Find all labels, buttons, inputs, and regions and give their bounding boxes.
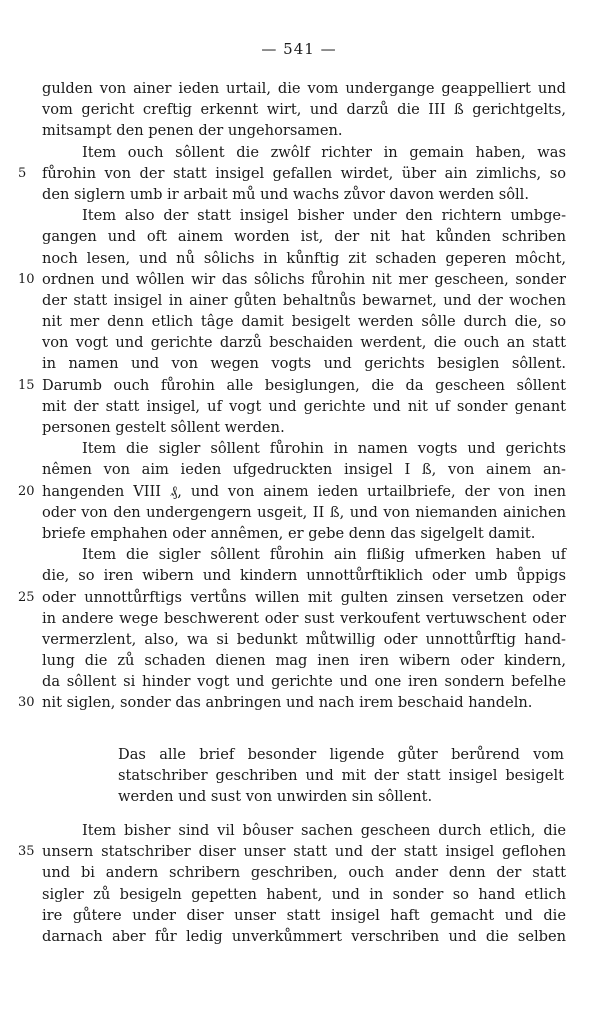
text-line: [18, 841, 566, 862]
line-text: nit mer denn etlich tâge damit besigelt werden sôlle durch die, so: [42, 313, 566, 331]
text-line: [42, 650, 566, 671]
text-line: [42, 248, 566, 269]
line-text: Item ouch sôllent die zwôlf richter in gemain haben, was: [82, 143, 566, 161]
text-line: [42, 502, 566, 523]
text-line: [18, 481, 566, 502]
text-line: [18, 163, 566, 184]
text-line: [42, 884, 566, 905]
text-line: [118, 786, 564, 807]
line-text: der statt insigel in ainer gůten behaltnůs bewarnet, und der wochen: [42, 291, 566, 309]
line-number: 10: [18, 271, 35, 287]
line-text: nit siglen, sonder das anbringen und nach irem beschaid handeln.: [42, 694, 533, 712]
main-text-block: [18, 78, 566, 714]
text-line: [18, 692, 566, 713]
line-text: darnach aber fůr ledig unverkůmmert verschriben und die selben: [42, 927, 566, 945]
text-line: [42, 459, 566, 480]
text-line: [42, 629, 566, 650]
text-line: [42, 608, 566, 629]
line-text: mitsampt den penen der ungehorsamen.: [42, 122, 343, 140]
text-line: [42, 565, 566, 586]
line-text: von vogt und gerichte darzů beschaiden werdent, die ouch an statt: [42, 334, 566, 352]
line-number: 15: [18, 377, 35, 393]
line-text: Item bisher sind vil bôuser sachen gescheen durch etlich, die: [82, 822, 566, 839]
marginal-heading-block: [118, 744, 564, 808]
line-text: vom gericht creftig erkennt wirt, und darzů die III ß gerichtgelts,: [42, 101, 566, 119]
line-text: fůrohin von der statt insigel gefallen wirdet, über ain zimlichs, so: [42, 164, 566, 182]
text-line: [42, 311, 566, 332]
text-line: [42, 353, 566, 374]
line-text: statschriber geschriben und mit der statt insigel besigelt: [118, 767, 564, 785]
text-line: [42, 226, 566, 247]
line-text: Darumb ouch fůrohin alle besiglungen, die da gescheen sôllent: [42, 376, 566, 394]
line-number: 35: [18, 844, 35, 860]
text-line: [42, 184, 566, 205]
line-text: den siglern umb ir arbait mů und wachs zůvor davon werden sôll.: [42, 185, 529, 203]
text-line: [42, 544, 566, 565]
text-line: [42, 290, 566, 311]
line-text: briefe emphahen oder annêmen, er gebe denn das sigelgelt damit.: [42, 524, 536, 542]
line-text: oder unnottůrftigs vertůns willen mit gulten zinsen versetzen oder: [42, 588, 566, 606]
text-line: [18, 587, 566, 608]
line-number: 5: [18, 165, 27, 181]
closing-text-block: [18, 820, 566, 947]
text-line: [18, 375, 566, 396]
line-text: sigler zů besigeln gepetten habent, und in sonder so hand etlich: [42, 885, 566, 903]
text-line: [18, 269, 566, 290]
text-line: [42, 205, 566, 226]
line-text: und bi andern schribern geschriben, ouch ander denn der statt: [42, 864, 566, 882]
line-text: gulden von ainer ieden urtail, die vom undergange geappelliert und: [42, 80, 566, 97]
line-text: hangenden VIII ₰, und von ainem ieden urtailbriefe, der von inen: [42, 482, 566, 500]
line-text: lung die zů schaden dienen mag inen iren wibern oder kindern,: [42, 652, 566, 670]
line-number: 25: [18, 589, 35, 605]
text-line: [42, 862, 566, 883]
line-text: da sôllent si hinder vogt und gerichte und one iren sondern befelhe: [42, 673, 566, 691]
text-line: [42, 396, 566, 417]
text-line: [42, 78, 566, 99]
line-text: in andere wege beschwerent oder sust verkoufent vertuwschent oder: [42, 609, 566, 627]
line-number: 20: [18, 483, 35, 499]
text-line: [42, 120, 566, 141]
line-text: werden und sust von unwirden sin sôllent.: [118, 788, 433, 806]
text-line: [42, 671, 566, 692]
line-text: gangen und oft ainem worden ist, der nit hat kůnden schriben: [42, 228, 566, 246]
text-line: [42, 905, 566, 926]
text-line: [118, 744, 564, 765]
text-line: [42, 820, 566, 841]
line-text: noch lesen, und nů sôlichs in kůnftig zit schaden geperen môcht,: [42, 249, 566, 267]
line-text: mit der statt insigel, uf vogt und gerichte und nit uf sonder genant: [42, 397, 566, 415]
line-text: Item die sigler sôllent fůrohin ain flißig ufmerken haben uf: [82, 546, 566, 564]
line-number: 30: [18, 695, 35, 711]
text-line: [42, 417, 566, 438]
line-text: vermerzlent, also, wa si bedunkt můtwillig oder unnottůrftig hand-: [42, 630, 566, 648]
text-line: [42, 523, 566, 544]
line-text: die, so iren wibern und kindern unnottůrftiklich oder umb ůppigs: [42, 567, 566, 585]
line-text: in namen und von wegen vogts und gerichts besiglen sôllent.: [42, 355, 566, 373]
line-text: Item die sigler sôllent fůrohin in namen vogts und gerichts: [82, 440, 566, 458]
line-text: ordnen und wôllen wir das sôlichs fůrohin nit mer gescheen, sonder: [42, 270, 566, 288]
line-text: Das alle brief besonder ligende gůter berůrend vom: [118, 746, 564, 763]
text-line: [42, 332, 566, 353]
page-number: — 541 —: [261, 40, 337, 58]
line-text: oder von den undergengern usgeit, II ß, und von niemanden ainichen: [42, 503, 566, 521]
text-line: [118, 765, 564, 786]
text-line: [42, 438, 566, 459]
text-line: [42, 99, 566, 120]
text-line: [42, 926, 566, 947]
text-line: [42, 142, 566, 163]
line-text: unsern statschriber diser unser statt und der statt insigel geflohen: [42, 843, 566, 861]
line-text: nêmen von aim ieden ufgedruckten insigel I ß, von ainem an-: [42, 461, 566, 479]
line-text: Item also der statt insigel bisher under den richtern umbge-: [82, 207, 566, 225]
line-text: ire gůtere under diser unser statt insigel haft gemacht und die: [42, 906, 566, 924]
line-text: personen gestelt sôllent werden.: [42, 419, 285, 436]
